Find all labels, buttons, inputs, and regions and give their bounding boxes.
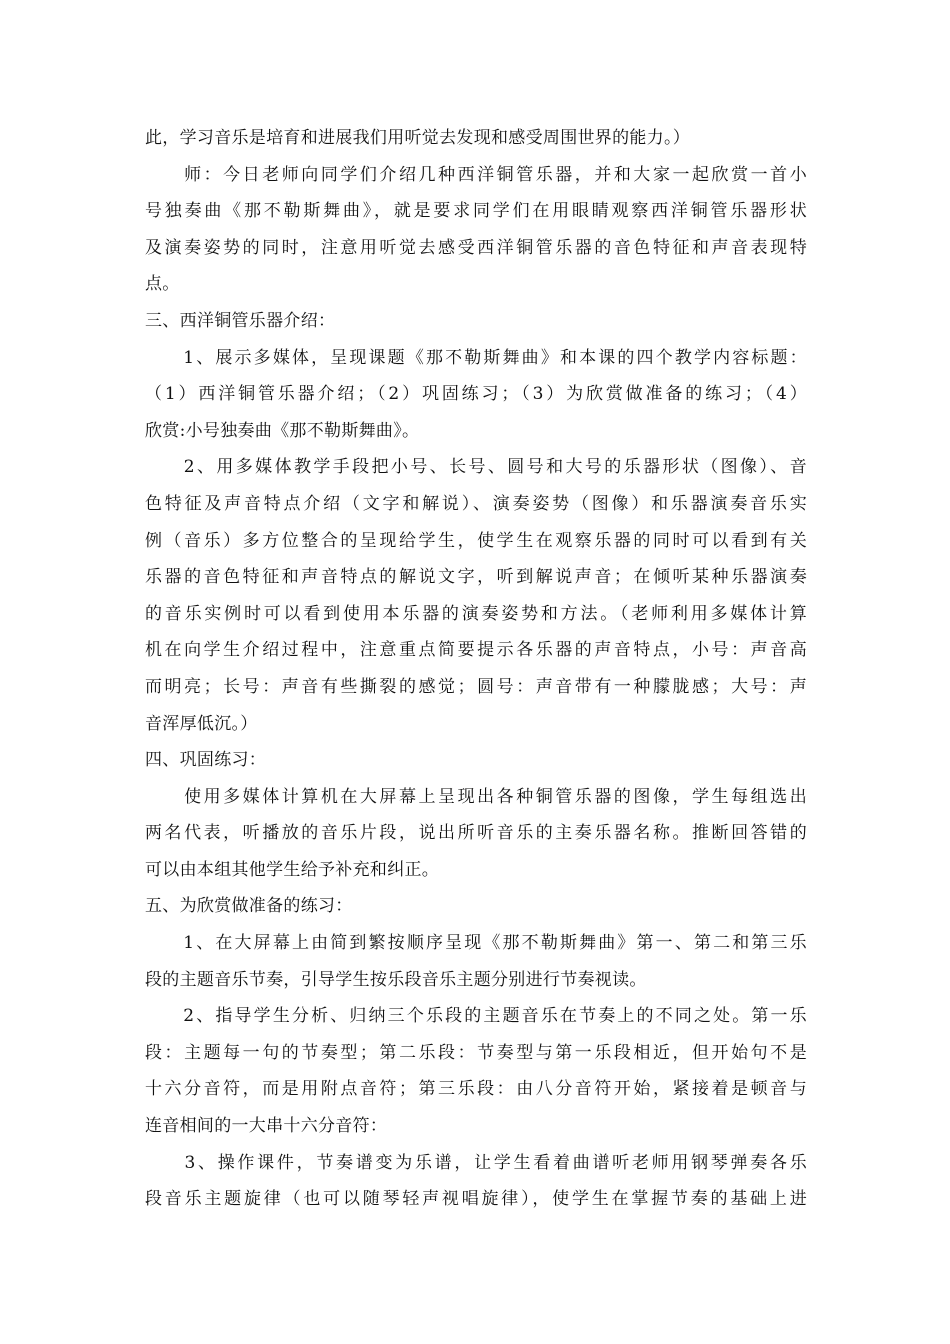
- text-line: 段：主题每一句的节奏型；第二乐段：节奏型与第一乐段相近，但开始句不是: [145, 1042, 807, 1063]
- section-heading: 三、西洋铜管乐器介绍：: [145, 310, 336, 331]
- text-line: 此，学习音乐是培育和进展我们用听觉去发现和感受周围世界的能力。）: [145, 128, 691, 148]
- text-line: 可以由本组其他学生给予补充和纠正。: [145, 859, 440, 880]
- text-line: 例（音乐）多方位整合的呈现给学生，使学生在观察乐器的同时可以看到有关: [145, 530, 807, 551]
- text-line: （1）西洋铜管乐器介绍；（2）巩固练习；（3）为欣赏做准备的练习；（4）: [145, 384, 807, 405]
- text-line: 号独奏曲《那不勒斯舞曲》，就是要求同学们在用眼睛观察西洋铜管乐器形状: [145, 201, 807, 222]
- text-line: 连音相间的一大串十六分音符：: [145, 1116, 388, 1137]
- section-heading: 五、为欣赏做准备的练习：: [145, 896, 353, 917]
- document-page: [145, 120, 807, 1218]
- text-line: 乐器的音色特征和声音特点的解说文字，听到解说声音；在倾听某种乐器演奏: [145, 567, 807, 588]
- text-line: 及演奏姿势的同时，注意用听觉去感受西洋铜管乐器的音色特征和声音表现特: [145, 237, 807, 258]
- text-line: 两名代表，听播放的音乐片段，说出所听音乐的主奏乐器名称。推断回答错的: [145, 823, 807, 844]
- section-heading: 四、巩固练习：: [145, 750, 267, 771]
- text-line: 欣赏:小号独奏曲《那不勒斯舞曲》。: [145, 420, 420, 441]
- text-line: 音浑厚低沉。）: [145, 713, 258, 734]
- text-line: 而明亮；长号：声音有些撕裂的感觉；圆号：声音带有一种朦胧感；大号：声: [145, 676, 807, 697]
- text-line: 段音乐主题旋律（也可以随琴轻声视唱旋律），使学生在掌握节奏的基础上进: [145, 1189, 807, 1210]
- text-line: 2、用多媒体教学手段把小号、长号、圆号和大号的乐器形状（图像）、音: [145, 457, 807, 478]
- text-line: 十六分音符，而是用附点音符；第三乐段：由八分音符开始，紧接着是顿音与: [145, 1079, 807, 1100]
- text-line: 段的主题音乐节奏，引导学生按乐段音乐主题分别进行节奏视读。: [145, 969, 647, 990]
- text-line: 师：今日老师向同学们介绍几种西洋铜管乐器，并和大家一起欣赏一首小: [145, 164, 807, 185]
- text-line: 1、在大屏幕上由简到繁按顺序呈现《那不勒斯舞曲》第一、第二和第三乐: [145, 933, 807, 954]
- text-line: 机在向学生介绍过程中，注意重点简要提示各乐器的声音特点，小号：声音高: [145, 640, 807, 661]
- text-line: 色特征及声音特点介绍（文字和解说）、演奏姿势（图像）和乐器演奏音乐实: [145, 493, 807, 514]
- text-line: 3、操作课件，节奏谱变为乐谱，让学生看着曲谱听老师用钢琴弹奏各乐: [145, 1152, 807, 1173]
- text-line: 2、指导学生分析、归纳三个乐段的主题音乐在节奏上的不同之处。第一乐: [145, 1006, 807, 1027]
- text-line: 的音乐实例时可以看到使用本乐器的演奏姿势和方法。（老师利用多媒体计算: [145, 603, 807, 624]
- text-line: 使用多媒体计算机在大屏幕上呈现出各种铜管乐器的图像，学生每组选出: [145, 786, 807, 807]
- text-line: 1、展示多媒体，呈现课题《那不勒斯舞曲》和本课的四个教学内容标题：: [145, 347, 807, 368]
- text-line: 点。: [145, 274, 180, 295]
